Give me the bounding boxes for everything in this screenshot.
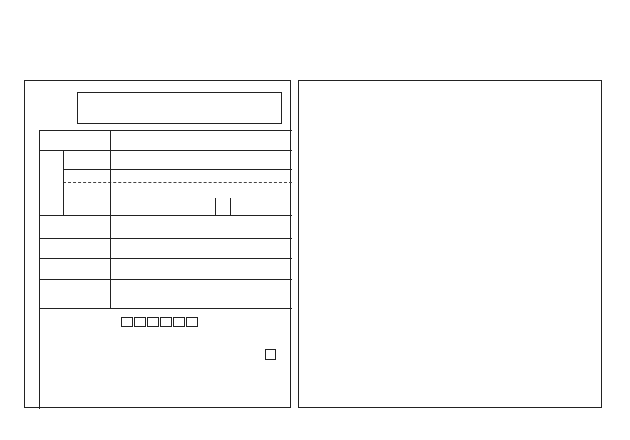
code-box <box>134 317 146 327</box>
certificate-title <box>77 92 282 124</box>
back-panel <box>298 80 602 408</box>
issuer-code-boxes <box>121 317 198 327</box>
seal-mark <box>265 349 276 360</box>
code-box <box>173 317 185 327</box>
code-box <box>147 317 159 327</box>
front-panel <box>24 80 291 408</box>
code-box <box>186 317 198 327</box>
code-box <box>121 317 133 327</box>
code-box <box>160 317 172 327</box>
